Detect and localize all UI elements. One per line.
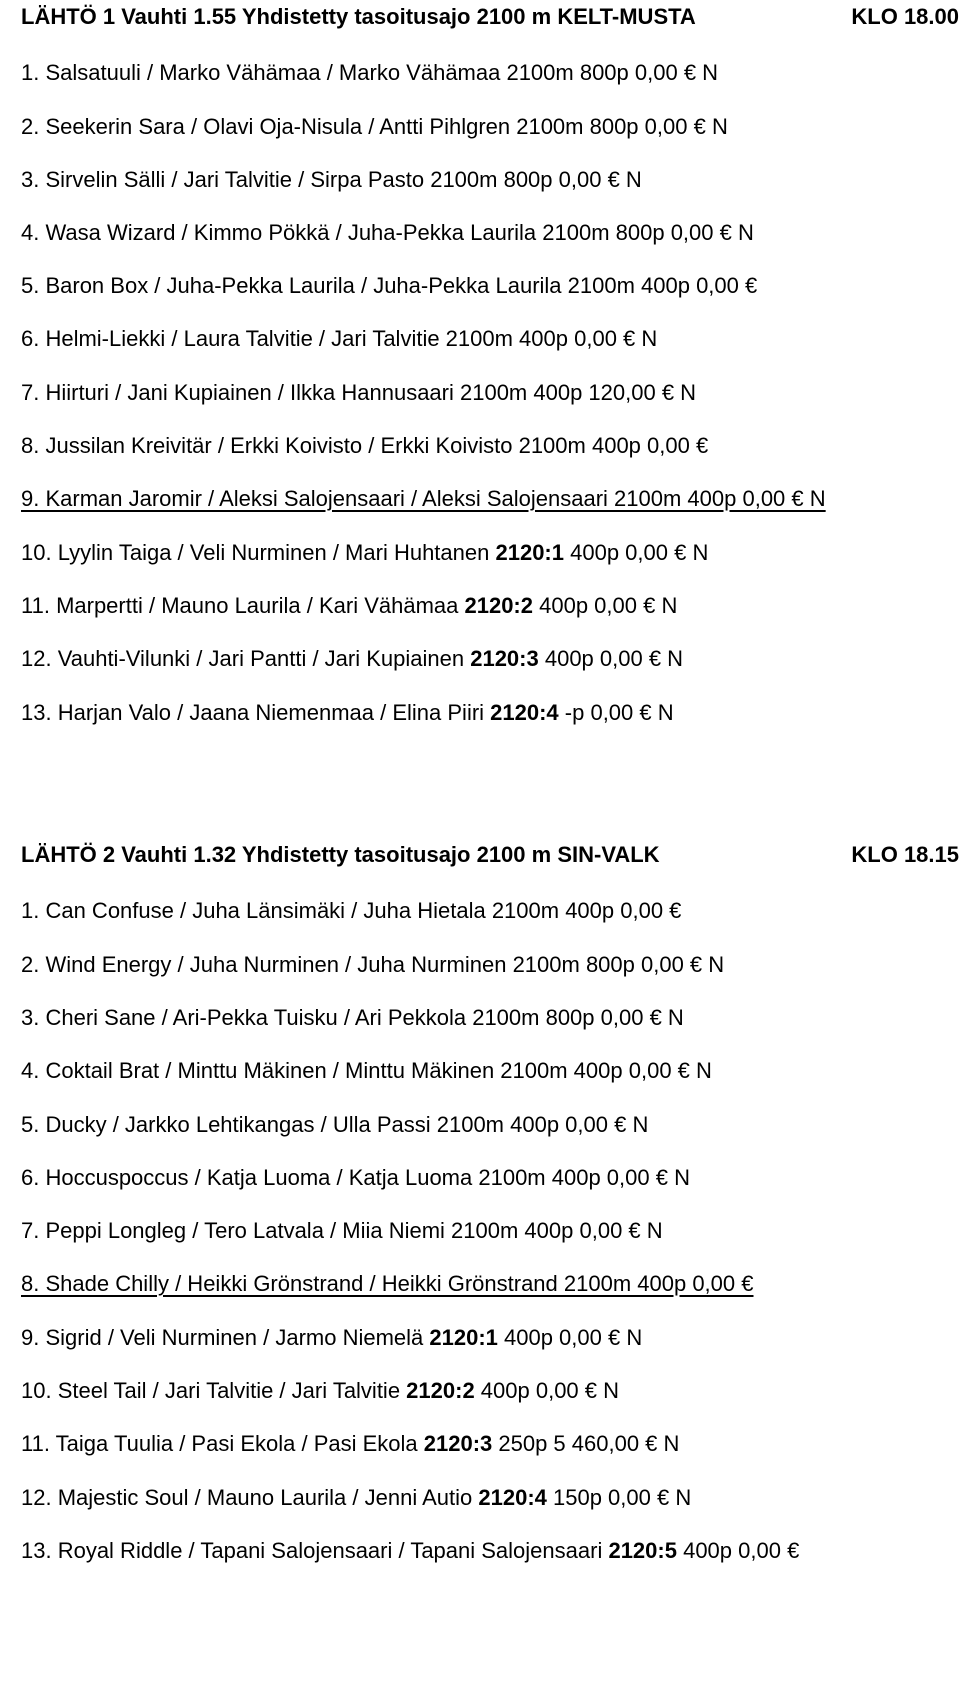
race1-entry-11: 11. Marpertti / Mauno Laurila / Kari Vähämaa 2120:2 400p 0,00 € N xyxy=(21,593,678,618)
race1-entry-9: 9. Karman Jaromir / Aleksi Salojensaari / Aleksi Salojensaari 2100m 400p 0,00 € N xyxy=(21,486,826,511)
race1-entry-4: 4. Wasa Wizard / Kimmo Pökkä / Juha-Pekka Laurila 2100m 800p 0,00 € N xyxy=(21,220,754,245)
race1-entry-6: 6. Helmi-Liekki / Laura Talvitie / Jari Talvitie 2100m 400p 0,00 € N xyxy=(21,326,658,351)
race2-header xyxy=(21,841,959,869)
race2-entry-10: 10. Steel Tail / Jari Talvitie / Jari Talvitie 2120:2 400p 0,00 € N xyxy=(21,1378,620,1403)
race2-entry-9: 9. Sigrid / Veli Nurminen / Jarmo Niemelä 2120:1 400p 0,00 € N xyxy=(21,1325,643,1350)
race2-entry-5: 5. Ducky / Jarkko Lehtikangas / Ulla Passi 2100m 400p 0,00 € N xyxy=(21,1112,649,1137)
race2-time: KLO 18.15 xyxy=(851,842,959,867)
race2-entry-2: 2. Wind Energy / Juha Nurminen / Juha Nurminen 2100m 800p 0,00 € N xyxy=(21,952,725,977)
race1-entry-13: 13. Harjan Valo / Jaana Niemenmaa / Elina Piiri 2120:4 -p 0,00 € N xyxy=(21,700,674,725)
race2-entry-12: 12. Majestic Soul / Mauno Laurila / Jenni Autio 2120:4 150p 0,00 € N xyxy=(21,1485,692,1510)
race1-title: LÄHTÖ 1 Vauhti 1.55 Yhdistetty tasoitusajo 2100 m KELT-MUSTA xyxy=(21,4,696,29)
race1-entry-5: 5. Baron Box / Juha-Pekka Laurila / Juha-Pekka Laurila 2100m 400p 0,00 € xyxy=(21,273,758,298)
race2-entry-3: 3. Cheri Sane / Ari-Pekka Tuisku / Ari Pekkola 2100m 800p 0,00 € N xyxy=(21,1005,684,1030)
race2-entry-13: 13. Royal Riddle / Tapani Salojensaari / Tapani Salojensaari 2120:5 400p 0,00 € xyxy=(21,1538,800,1563)
race1-entry-10: 10. Lyylin Taiga / Veli Nurminen / Mari Huhtanen 2120:1 400p 0,00 € N xyxy=(21,540,709,565)
race2-title: LÄHTÖ 2 Vauhti 1.32 Yhdistetty tasoitusajo 2100 m SIN-VALK xyxy=(21,842,660,867)
race2-entry-6: 6. Hoccuspoccus / Katja Luoma / Katja Luoma 2100m 400p 0,00 € N xyxy=(21,1165,690,1190)
race1-header xyxy=(21,3,959,31)
race2-entry-11: 11. Taiga Tuulia / Pasi Ekola / Pasi Ekola 2120:3 250p 5 460,00 € N xyxy=(21,1431,680,1456)
race2-entry-8: 8. Shade Chilly / Heikki Grönstrand / Heikki Grönstrand 2100m 400p 0,00 € xyxy=(21,1271,754,1296)
race2-entry-1: 1. Can Confuse / Juha Länsimäki / Juha Hietala 2100m 400p 0,00 € xyxy=(21,898,682,923)
race1-entry-3: 3. Sirvelin Sälli / Jari Talvitie / Sirpa Pasto 2100m 800p 0,00 € N xyxy=(21,167,642,192)
race1-entry-7: 7. Hiirturi / Jani Kupiainen / Ilkka Hannusaari 2100m 400p 120,00 € N xyxy=(21,380,697,405)
race1-entry-1: 1. Salsatuuli / Marko Vähämaa / Marko Vähämaa 2100m 800p 0,00 € N xyxy=(21,60,719,85)
race2-entry-7: 7. Peppi Longleg / Tero Latvala / Miia Niemi 2100m 400p 0,00 € N xyxy=(21,1218,663,1243)
race1-time: KLO 18.00 xyxy=(851,4,959,29)
race1-entry-12: 12. Vauhti-Vilunki / Jari Pantti / Jari Kupiainen 2120:3 400p 0,00 € N xyxy=(21,646,684,671)
race2-entry-4: 4. Coktail Brat / Minttu Mäkinen / Minttu Mäkinen 2100m 400p 0,00 € N xyxy=(21,1058,712,1083)
race1-entry-2: 2. Seekerin Sara / Olavi Oja-Nisula / Antti Pihlgren 2100m 800p 0,00 € N xyxy=(21,114,728,139)
race1-entry-8: 8. Jussilan Kreivitär / Erkki Koivisto / Erkki Koivisto 2100m 400p 0,00 € xyxy=(21,433,709,458)
